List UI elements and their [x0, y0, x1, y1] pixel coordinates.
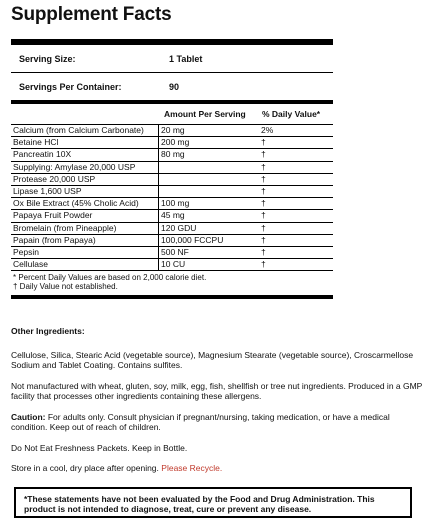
recycle-text: Please Recycle. — [161, 463, 223, 473]
storage-text — [11, 463, 425, 474]
nutrient-amount: 100,000 FCCPU — [159, 234, 256, 246]
other-ingredients-heading: Other Ingredients: — [11, 326, 85, 336]
nutrient-name: Pepsin — [11, 246, 159, 258]
nutrient-dv: † — [255, 222, 333, 234]
nutrient-row — [11, 246, 333, 258]
nutrient-amount: 200 mg — [159, 137, 256, 149]
serving-size-label: Serving Size: — [19, 53, 76, 64]
nutrient-amount: 20 mg — [159, 125, 256, 137]
nutrient-name: Ox Bile Extract (45% Cholic Acid) — [11, 198, 159, 210]
nutrient-amount: 10 CU — [159, 259, 256, 271]
nutrient-row — [11, 222, 333, 234]
nutrient-dv: † — [255, 246, 333, 258]
nutrient-row — [11, 185, 333, 197]
servings-per-container-label: Servings Per Container: — [19, 81, 122, 92]
storage-body: Store in a cool, dry place after opening. — [11, 463, 159, 473]
nutrient-name: Cellulase — [11, 259, 159, 271]
nutrient-row — [11, 198, 333, 210]
nutrient-dv: † — [255, 149, 333, 161]
nutrient-dv: † — [255, 173, 333, 185]
nutrient-dv: † — [255, 185, 333, 197]
nutrient-row — [11, 173, 333, 185]
nutrient-amount: 100 mg — [159, 198, 256, 210]
nutrient-dv: 2% — [255, 125, 333, 137]
footnote-not-established: † Daily Value not established. — [13, 282, 118, 292]
nutrient-row — [11, 161, 333, 173]
fda-disclaimer: *These statements have not been evaluated by the Food and Drug Administration. This product is not intended to diagnose, treat, cure or prevent any disease. — [14, 487, 412, 518]
nutrient-name: Bromelain (from Pineapple) — [11, 222, 159, 234]
nutrient-dv: † — [255, 259, 333, 271]
nutrient-name: Papain (from Papaya) — [11, 234, 159, 246]
nutrient-name: Protease 20,000 USP — [11, 173, 159, 185]
nutrient-amount: 120 GDU — [159, 222, 256, 234]
nutrient-name: Papaya Fruit Powder — [11, 210, 159, 222]
nutrient-amount: 500 NF — [159, 246, 256, 258]
nutrient-name: Pancreatin 10X — [11, 149, 159, 161]
panel-title: Supplement Facts — [11, 4, 172, 25]
allergen-text: Not manufactured with wheat, gluten, soy, milk, egg, fish, shellfish or tree nut ingredients. Produced in a GMP facility that processes other ingredients containing these allergens. — [11, 380, 423, 401]
serving-size-value: 1 Tablet — [169, 53, 203, 64]
nutrient-dv: † — [255, 210, 333, 222]
nutrient-dv: † — [255, 161, 333, 173]
ingredients-text: Cellulose, Silica, Stearic Acid (vegetable source), Magnesium Stearate (vegetable source), Croscarmellose Sodium and Tablet Coating. Contains sulfites. — [11, 349, 414, 370]
nutrient-row — [11, 259, 333, 271]
supplement-facts-panel — [11, 39, 333, 299]
nutrient-dv: † — [255, 137, 333, 149]
footnotes — [11, 271, 333, 299]
nutrient-amount: 45 mg — [159, 210, 256, 222]
nutrient-name: Calcium (from Calcium Carbonate) — [11, 125, 159, 137]
daily-value-header: % Daily Value* — [262, 109, 321, 119]
nutrient-row — [11, 125, 333, 137]
nutrient-amount — [159, 185, 256, 197]
nutrient-row — [11, 149, 333, 161]
footnote-daily-values: * Percent Daily Values are based on 2,000 calorie diet. — [13, 273, 207, 283]
other-info — [11, 326, 425, 484]
caution-text — [11, 412, 425, 433]
nutrient-amount — [159, 173, 256, 185]
servings-per-container-row — [11, 73, 333, 104]
serving-size-row — [11, 45, 333, 73]
caution-body: For adults only. Consult physician if pregnant/nursing, taking medication, or have a medical condition. Keep out of reach of children. — [11, 411, 390, 432]
caution-label: Caution: — [11, 411, 46, 422]
nutrient-row — [11, 234, 333, 246]
nutrient-row — [11, 210, 333, 222]
nutrient-row — [11, 137, 333, 149]
nutrient-name: Lipase 1,600 USP — [11, 185, 159, 197]
nutrient-name: Supplying: Amylase 20,000 USP — [11, 161, 159, 173]
nutrient-name: Betaine HCl — [11, 137, 159, 149]
freshness-text: Do Not Eat Freshness Packets. Keep in Bottle. — [11, 442, 188, 453]
nutrient-amount — [159, 161, 256, 173]
nutrient-table — [11, 125, 333, 271]
nutrient-amount: 80 mg — [159, 149, 256, 161]
servings-per-container-value: 90 — [169, 81, 180, 92]
amount-per-serving-header: Amount Per Serving — [164, 109, 246, 119]
nutrient-dv: † — [255, 198, 333, 210]
nutrient-dv: † — [255, 234, 333, 246]
column-header — [11, 104, 333, 125]
